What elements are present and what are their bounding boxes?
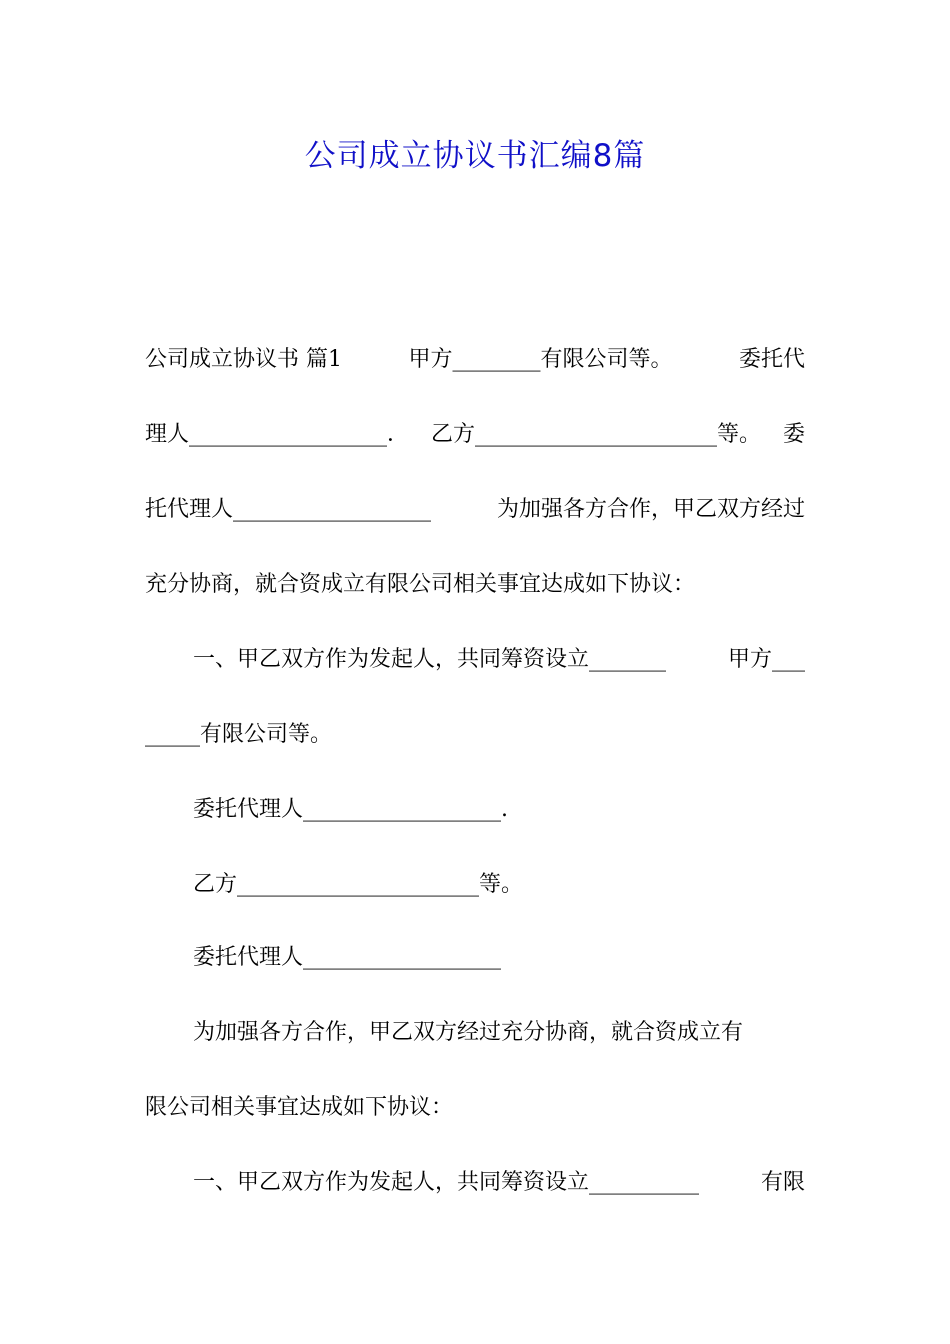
text-run: 托代理人__________________ [145,497,432,522]
paragraph-line-10: 为加强各方合作，甲乙双方经过充分协商，就合资成立有 [193,1020,744,1045]
text-run: 一、甲乙双方作为发起人，共同筹资设立_______ [193,647,667,672]
section-heading: 公司成立协议书 篇1 [145,347,342,372]
text-run: 甲方___ [727,647,805,672]
text-run: 一、甲乙双方作为发起人，共同筹资设立__________ [193,1170,700,1195]
paragraph-line-7: 委托代理人__________________. [193,797,508,822]
document-title: 公司成立协议书汇编8篇 [304,138,646,174]
text-run: 委 [782,422,805,447]
paragraph-line-9: 委托代理人__________________ [193,945,502,970]
paragraph-line-1 [145,345,805,375]
text-run: 有限 [760,1170,805,1195]
text-run: 乙方______________________等。 [430,422,761,447]
paragraph-line-11: 限公司相关事宜达成如下协议： [145,1095,454,1120]
paragraph-line-4: 充分协商，就合资成立有限公司相关事宜达成如下协议： [145,572,696,597]
paragraph-line-12 [193,1168,805,1198]
paragraph-line-3 [145,495,805,525]
paragraph-line-2 [145,420,805,450]
text-run: 理人__________________． [145,422,410,447]
paragraph-line-6: _____有限公司等。 [145,722,333,747]
text-run: 甲方________有限公司等。 [408,347,673,372]
paragraph-line-8: 乙方______________________等。 [193,872,524,897]
text-run: 委托代 [738,347,805,372]
text-run: 为加强各方合作，甲乙双方经过 [496,497,805,522]
paragraph-line-5 [193,645,805,675]
